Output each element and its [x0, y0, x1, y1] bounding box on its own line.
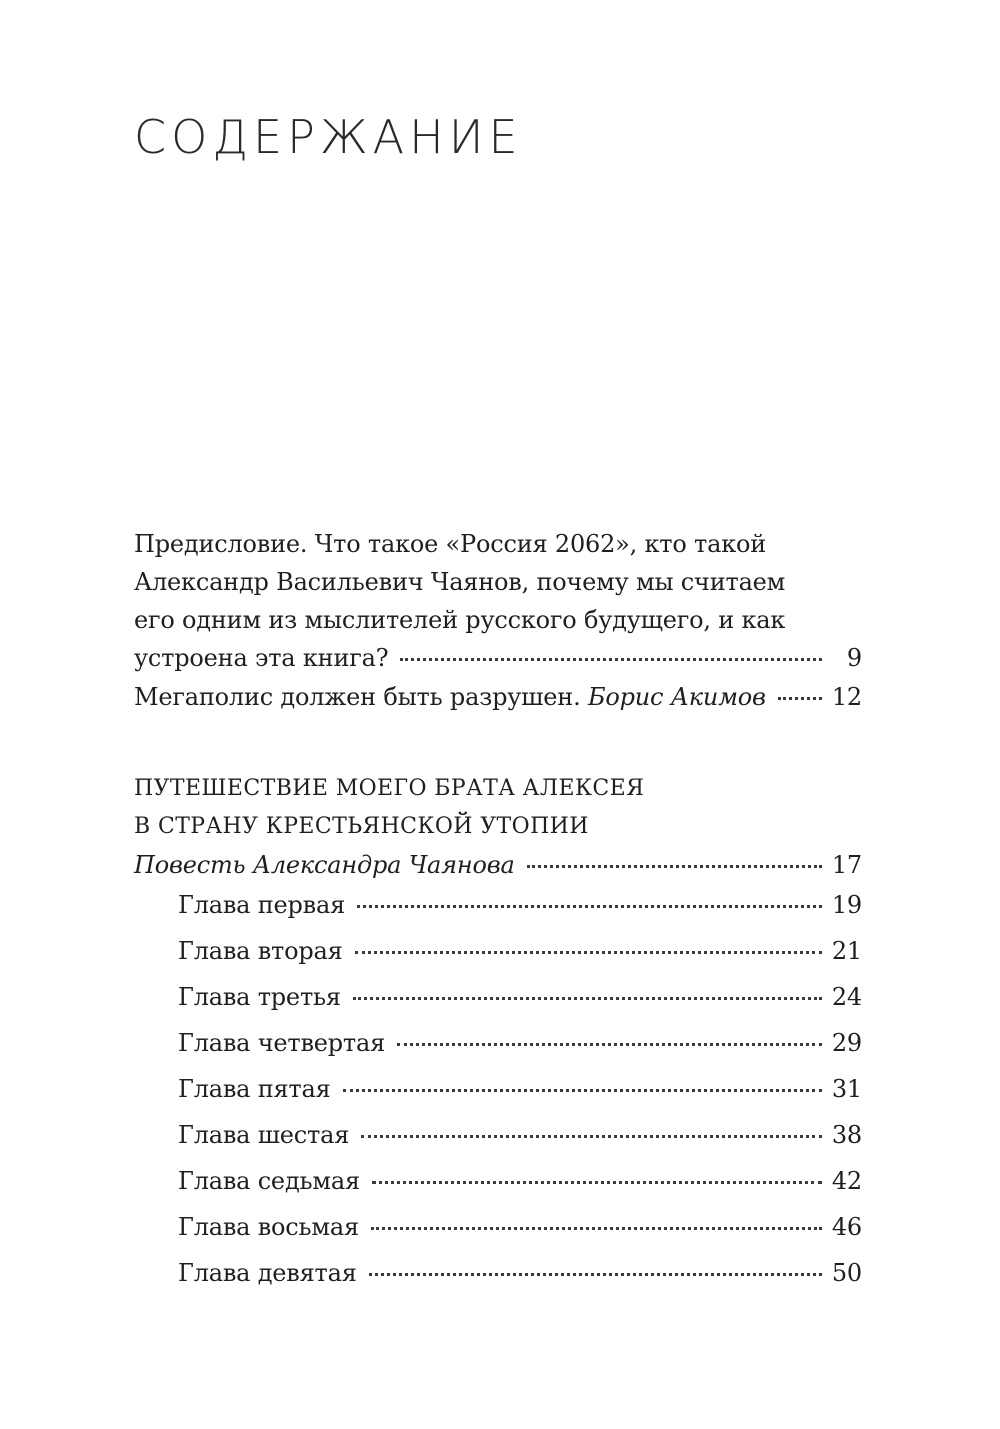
chapter-label: Глава четвертая [178, 1029, 386, 1057]
chapter-label: Глава восьмая [178, 1213, 359, 1241]
page-number: 12 [831, 683, 862, 711]
toc-chapter-4[interactable] [178, 1024, 862, 1070]
dot-leader [778, 697, 822, 700]
preface-last-line [134, 639, 862, 677]
chapter-label: Глава седьмая [178, 1167, 360, 1195]
dot-leader [527, 865, 822, 868]
toc-entry-megapolis[interactable] [134, 678, 862, 716]
page-number: 24 [831, 983, 862, 1011]
page-number: 29 [831, 1029, 862, 1057]
toc-part-heading[interactable] [134, 770, 862, 884]
megapolis-title: Мегаполис должен быть разрушен. Борис Акимов [134, 683, 766, 711]
page-number: 38 [831, 1121, 862, 1149]
dot-leader [372, 1181, 822, 1184]
megapolis-line [134, 678, 862, 716]
part-subtitle: Повесть Александра Чаянова [134, 851, 515, 879]
part-subtitle-line [134, 846, 862, 884]
chapter-list [178, 886, 862, 1300]
dot-leader [371, 1227, 822, 1230]
page-number: 42 [831, 1167, 862, 1195]
toc-chapter-8[interactable] [178, 1208, 862, 1254]
page-number: 21 [831, 937, 862, 965]
part-title-line-2: В СТРАНУ КРЕСТЬЯНСКОЙ УТОПИИ [134, 814, 589, 839]
toc-chapter-1[interactable] [178, 886, 862, 932]
preface-line-4: устроена эта книга? [134, 644, 389, 672]
toc-chapter-6[interactable] [178, 1116, 862, 1162]
page-number: 46 [831, 1213, 862, 1241]
toc-chapter-9[interactable] [178, 1254, 862, 1300]
dot-leader [357, 905, 822, 908]
dot-leader [343, 1089, 822, 1092]
preface-line-1: Предисловие. Что такое «Россия 2062», кто такой [134, 530, 767, 558]
chapter-label: Глава вторая [178, 937, 343, 965]
toc-chapter-3[interactable] [178, 978, 862, 1024]
chapter-label: Глава пятая [178, 1075, 331, 1103]
chapter-label: Глава первая [178, 891, 346, 919]
dot-leader [397, 1043, 822, 1046]
page-number: 19 [831, 891, 862, 919]
dot-leader [355, 951, 822, 954]
page-number: 9 [846, 644, 862, 672]
preface-line-3: его одним из мыслителей русского будущего, и как [134, 606, 786, 634]
page-number: 50 [831, 1259, 862, 1287]
chapter-label: Глава третья [178, 983, 341, 1011]
dot-leader [400, 658, 822, 661]
chapter-label: Глава шестая [178, 1121, 350, 1149]
megapolis-author: Борис Акимов [587, 683, 766, 711]
page-title: СОДЕРЖАНИЕ [134, 110, 523, 164]
dot-leader [353, 997, 822, 1000]
preface-line-2: Александр Васильевич Чаянов, почему мы считаем [134, 568, 786, 596]
toc-chapter-2[interactable] [178, 932, 862, 978]
page-number: 31 [831, 1075, 862, 1103]
dot-leader [369, 1273, 822, 1276]
toc-chapter-5[interactable] [178, 1070, 862, 1116]
chapter-label: Глава девятая [178, 1259, 357, 1287]
dot-leader [361, 1135, 822, 1138]
toc-chapter-7[interactable] [178, 1162, 862, 1208]
page-number: 17 [831, 851, 862, 879]
toc-entry-preface[interactable] [134, 525, 862, 677]
part-title-line-1: ПУТЕШЕСТВИЕ МОЕГО БРАТА АЛЕКСЕЯ [134, 776, 645, 801]
